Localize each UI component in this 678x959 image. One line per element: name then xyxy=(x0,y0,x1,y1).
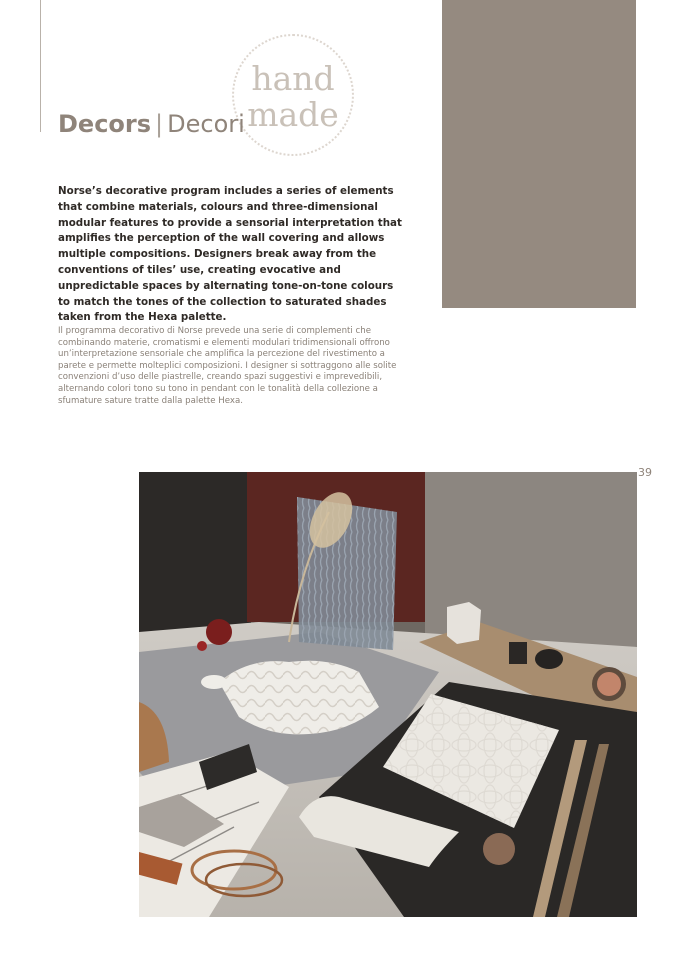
product-photo xyxy=(139,472,637,917)
paragraph-english: Norse’s decorative program includes a series of elements that combine materials, colours and three-dimensional modular features to provide a sensorial interpretation that amplifies the perception of the wall covering and allows multiple compositions. Designers break away from the conventions of tiles’ use, creating evocative and unpredictable spaces by alternating tone-on-tone colours to match the tones of the collection to saturated shades taken from the Hexa palette. xyxy=(58,185,402,324)
page-title xyxy=(58,110,245,138)
pomegranate-seed xyxy=(197,641,207,651)
white-hexagon-vase xyxy=(447,602,481,644)
black-clip xyxy=(509,642,527,664)
stamp-line-2: made xyxy=(247,95,339,134)
title-bold: Decors xyxy=(58,110,152,138)
title-separator: | xyxy=(155,110,164,138)
loose-scallop-tile xyxy=(201,675,227,689)
page-number: 39 xyxy=(638,466,652,479)
black-ring-object xyxy=(535,649,563,669)
wooden-sphere xyxy=(483,833,515,865)
paragraph-italian: Il programma decorativo di Norse prevede una serie di complementi che combinando materie, cromatismi e elementi modulari tridimensionali offrono un’interpretazione sensoriale che amplifica la percezione del rivestimento a parete e permette molteplici composizioni. I designer si sottraggono alle solite convenzioni d’uso delle piastrelle, creando spazi suggestivi e imprevedibili, alternando colori tono su tono in pendant con le tonalità della collezione a sfumature sature tratte dalla palette Hexa. xyxy=(58,326,397,406)
stamp-line-1: hand xyxy=(251,59,335,98)
pomegranate xyxy=(206,619,232,645)
dish-contents xyxy=(597,672,621,696)
margin-rule xyxy=(40,0,41,132)
color-swatch-block xyxy=(442,0,636,308)
title-light: Decori xyxy=(167,110,245,138)
handmade-stamp xyxy=(232,34,354,156)
